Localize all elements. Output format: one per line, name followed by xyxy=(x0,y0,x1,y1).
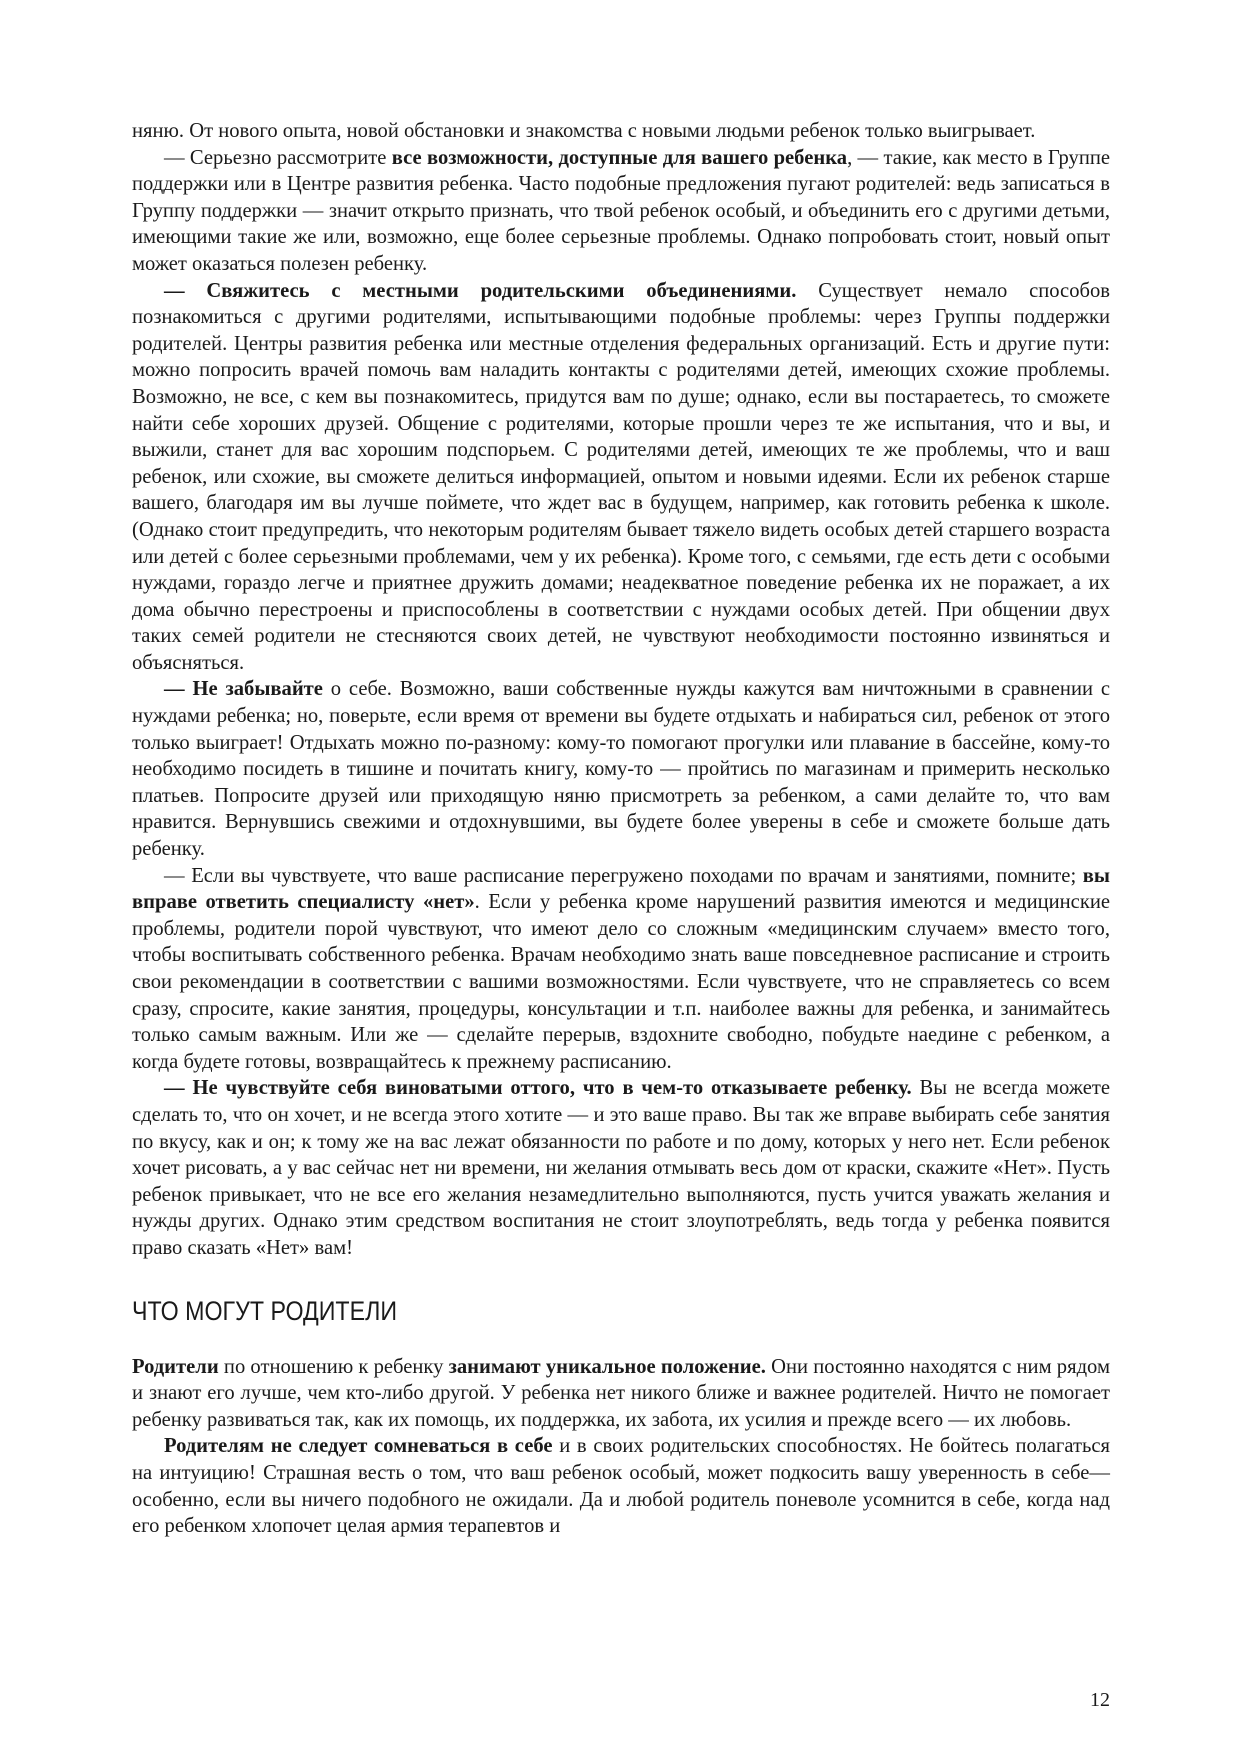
bold-phrase: — Свяжитесь с местными родительскими объединениями. xyxy=(164,279,797,302)
text-run: Вы не всегда можете сделать то, что он хочет, и не всегда этого хотите — и это ваше право. Вы так же вправе выбирать себе занятия по вкусу, как и он; к тому же на вас лежат обязанности по работе и по дому, которых у него нет. Если ребенок хочет рисовать, а у вас сейчас нет ни времени, ни желания отмывать весь дом от краски, скажите «Нет». Пусть ребенок привыкает, что не все его желания незамедлительно выполняются, пусть учится уважать желания и нужды других. Однако этим средством воспитания не стоит злоупотреблять, ведь тогда у ребенка появится право сказать «Нет» вам! xyxy=(132,1077,1110,1259)
paragraph xyxy=(132,145,1110,278)
paragraph xyxy=(132,118,1110,145)
text-run: по отношению к ребенку xyxy=(218,1355,449,1378)
body-text-bottom xyxy=(132,1354,1110,1540)
paragraph xyxy=(132,1433,1110,1539)
text-run: — Если вы чувствуете, что ваше расписание перегружено походами по врачам и занятиями, помните; xyxy=(164,864,1083,887)
text-run: Они постоянно находятся с ним рядом и знают его лучше, чем кто-либо другой. У ребенка нет никого ближе и важнее родителей. Ничто не помогает ребенку развиваться так, как их помощь, их поддержка, их забота, их усилия и прежде всего — их любовь. xyxy=(132,1355,1110,1431)
paragraph xyxy=(132,676,1110,862)
bold-phrase: вы вправе ответить специалисту «нет» xyxy=(132,864,1110,914)
paragraph xyxy=(132,278,1110,677)
paragraph xyxy=(132,1075,1110,1261)
bold-phrase: занимают уникальное положение. xyxy=(448,1355,766,1378)
text-run: о себе. Возможно, ваши собственные нужды кажутся вам ничтожными в сравнении с нуждами ребенка; но, поверьте, если время от времени вы будете отдыхать и набираться сил, ребенок от этого только выиграет! Отдыхать можно по-разному: кому-то помогают прогулки или плавание в бассейне, кому-то необходимо посидеть в тишине и почитать книгу, кому-то — пройтись по магазинам и примерить несколько платьев. Попросите друзей или приходящую няню присмотреть за ребенком, а сами делайте то, что вам нравится. Вернувшись свежими и отдохнувшими, вы будете более уверены в себе и сможете больше дать ребенку. xyxy=(132,678,1110,861)
bold-phrase: — Не чувствуйте себя виноватыми оттого, что в чем-то отказываете ребенку. xyxy=(164,1077,912,1100)
text-run: и в своих родительских способностях. Не бойтесь полагаться на интуицию! Страшная весть о том, что ваш ребенок особый, может подкосить вашу уверенность в себе—особенно, если вы ничего подобного не ожидали. Да и любой родитель поневоле усомнится в себе, когда над его ребенком хлопочет целая армия терапевтов и xyxy=(132,1435,1110,1538)
bold-phrase: Родители xyxy=(132,1355,219,1378)
paragraph xyxy=(132,1354,1110,1434)
text-run: . Если у ребенка кроме нарушений развития имеются и медицинские проблемы, родители порой чувствуют, что имеют дело со сложным «медицинским случаем» вместо того, чтобы воспитывать собственного ребенка. Врачам необходимо знать ваше повседневное расписание и строить свои рекомендации в соответствии с вашими возможностями. Если чувствуете, что не справляетесь со всем сразу, спросите, какие занятия, процедуры, консультации и т.п. наиболее важны для ребенка, и занимайтесь только самым важным. Или же — сделайте перерыв, вздохните свободно, побудьте наедине с ребенком, а когда будете готовы, возвращайтесь к прежнему расписанию. xyxy=(132,891,1110,1073)
body-text-top xyxy=(132,118,1110,1262)
bold-phrase: — Не забывайте xyxy=(164,678,323,701)
text-run: , — такие, как место в Группе поддержки или в Центре развития ребенка. Часто подобные предложения пугают родителей: ведь записаться в Группу поддержки — значит открыто признать, что твой ребенок особый, и объединить его с другими детьми, имеющими такие же или, возможно, еще более серьезные проблемы. Однако попробовать стоит, новый опыт может оказаться полезен ребенку. xyxy=(132,146,1111,275)
bold-phrase: все возможности, доступные для вашего ребенка xyxy=(391,146,848,169)
text-run: Существует немало способов познакомиться с другими родителями, испытывающими подобные проблемы: через Группы поддержки родителей. Центры развития ребенка или местные отделения федеральных организаций. Есть и другие пути: можно попросить врачей помочь вам наладить контакты с родителями детей, имеющих схожие проблемы. Возможно, не все, с кем вы познакомитесь, придутся вам по душе; однако, если вы постараетесь, то сможете найти себе хороших друзей. Общение с родителями, которые прошли через те же испытания, что и вы, и выжили, станет для вас хорошим подспорьем. С родителями детей, имеющих те же проблемы, что и ваш ребенок, или схожие, вы сможете делиться информацией, опытом и новыми идеями. Если их ребенок старше вашего, благодаря им вы лучше поймете, что ждет вас в будущем, например, как готовить ребенка к школе. (Однако стоит предупредить, что некоторым родителям бывает тяжело видеть особых детей старшего возраста или детей с более серьезными проблемами, чем у их ребенка). Кроме того, с семьями, где есть дети с особыми нуждами, гораздо легче и приятнее дружить домами; неадекватное поведение ребенка их не поражает, а их дома обычно перестроены и приспособлены в соответствии с нуждами особых детей. При общении двух таких семей родители не стесняются своих детей, не чувствуют необходимости постоянно извиняться и объясняться. xyxy=(132,279,1110,674)
document-page xyxy=(132,118,1110,1540)
bold-phrase: Родителям не следует сомневаться в себе xyxy=(164,1435,553,1458)
text-run: — Серьезно рассмотрите xyxy=(164,146,392,169)
text-run: няню. От нового опыта, новой обстановки и знакомства с новыми людьми ребенок только выигрывает. xyxy=(132,120,1036,142)
page-number: 12 xyxy=(1090,1689,1110,1711)
paragraph xyxy=(132,863,1110,1076)
section-heading: ЧТО МОГУТ РОДИТЕЛИ xyxy=(132,1295,398,1326)
